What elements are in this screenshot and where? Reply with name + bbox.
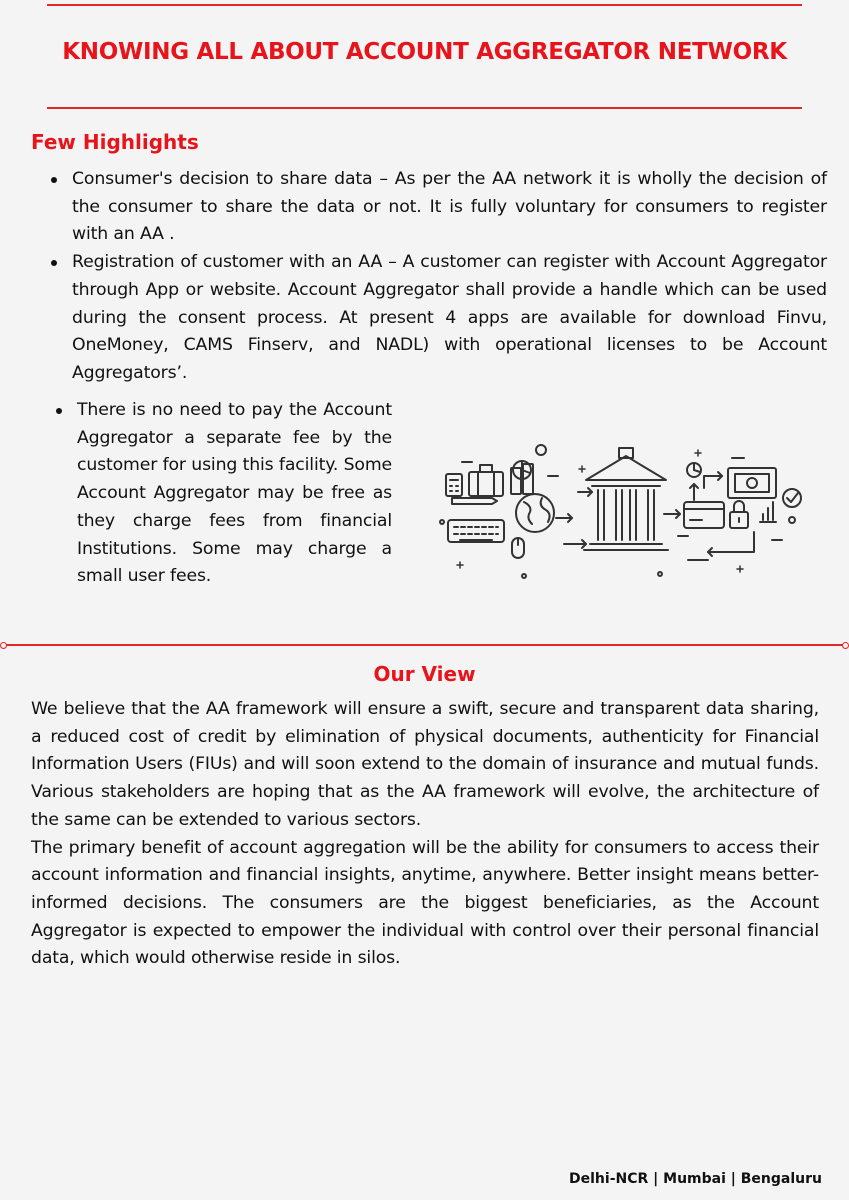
bank-icon xyxy=(584,448,668,550)
highlights-heading: Few Highlights xyxy=(31,130,199,154)
globe-icon xyxy=(516,494,554,532)
checkmark-icon xyxy=(783,489,801,507)
our-view-paragraph: We believe that the AA framework will ensure a swift, secure and transparent data sharing, a reduced cost of credit by elimination of physical documents, authenticity for Financial Information Users (FIUs) and will soon extend to the domain of insurance and mutual funds. Various stakeholders are hoping that as the AA framework will evolve, the architecture of the same can be extended to various sectors. xyxy=(31,699,819,830)
our-view-heading: Our View xyxy=(373,662,476,686)
bar-chart-icon xyxy=(760,502,776,522)
title-underline xyxy=(47,107,802,109)
divider-right-dot xyxy=(842,642,849,649)
highlight-text: Consumer's decision to share data – As per the AA network it is wholly the decision of the consumer to share the data or not. It is fully voluntary for consumers to register with an AA . xyxy=(72,169,827,245)
our-view-body xyxy=(31,696,819,973)
keyboard-icon xyxy=(448,520,504,542)
highlight-text: Registration of customer with an AA – A customer can register with Account Aggregator through App or website. Account Aggregator shall provide a handle which can be used during the consent process. At present 4 apps are available for download Finvu, OneMoney, CAMS Finserv, and NADL) with operational licenses to be Account Aggregators’. xyxy=(72,252,827,383)
section-divider xyxy=(4,644,845,646)
highlights-list-continued xyxy=(36,397,392,591)
top-rule xyxy=(47,4,802,6)
mouse-icon xyxy=(512,538,524,558)
credit-card-icon xyxy=(684,502,724,528)
bullet-icon xyxy=(56,408,62,414)
footer-locations: Delhi-NCR | Mumbai | Bengaluru xyxy=(569,1171,822,1187)
list-item xyxy=(36,397,392,591)
highlights-list xyxy=(31,166,827,388)
list-item xyxy=(31,249,827,388)
our-view-paragraph: The primary benefit of account aggregation will be the ability for consumers to access their account information and financial insights, anytime, anywhere. Better insight means better-informed decisions. The consumers are the biggest beneficiaries, as the Account Aggregator is expected to empower the individual with control over their personal financial data, which would otherwise reside in silos. xyxy=(31,837,819,969)
banknote-icon xyxy=(728,468,776,498)
page-title: KNOWING ALL ABOUT ACCOUNT AGGREGATOR NETWORK xyxy=(62,39,787,65)
padlock-icon xyxy=(730,501,748,528)
briefcase-icon xyxy=(469,465,503,496)
calculator-icon xyxy=(446,474,462,496)
list-item xyxy=(31,166,827,249)
divider-left-dot xyxy=(0,642,7,649)
bullet-icon xyxy=(51,260,57,266)
aa-network-illustration xyxy=(432,436,808,586)
bullet-icon xyxy=(51,177,57,183)
highlight-text: There is no need to pay the Account Aggregator a separate fee by the customer for using this facility. Some Account Aggregator may be free as they charge fees from financial Institutions. Some may charge a small user fees. xyxy=(77,400,392,587)
